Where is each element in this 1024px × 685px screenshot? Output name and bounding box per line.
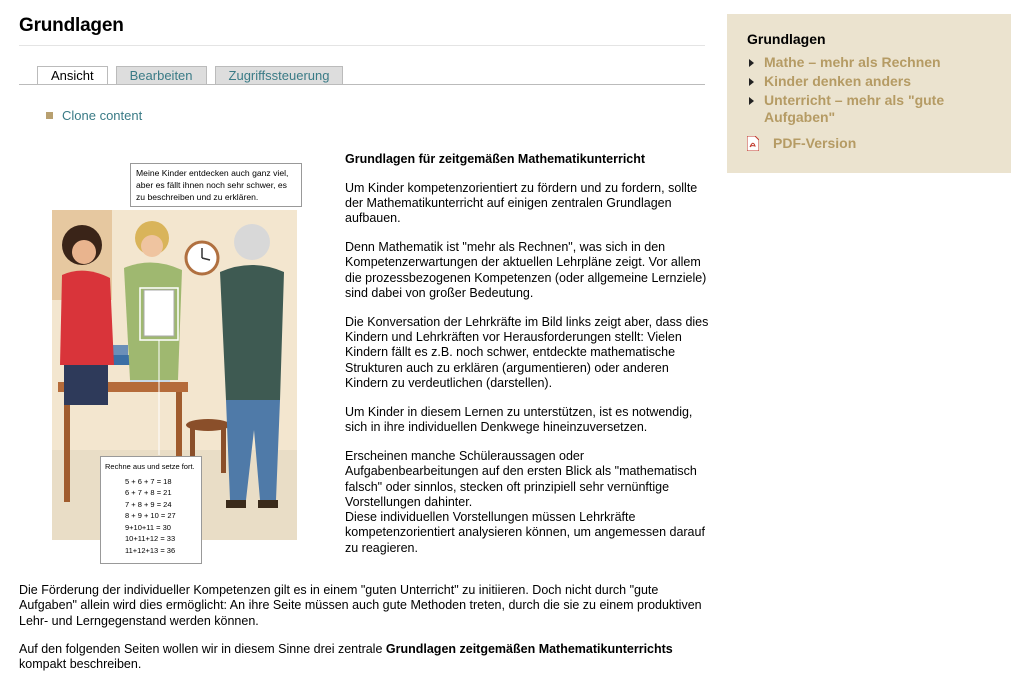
triangle-bullet-icon: [749, 59, 754, 67]
triangle-bullet-icon: [749, 97, 754, 105]
content-paragraph: [345, 449, 710, 556]
clone-content-item: [46, 108, 142, 123]
sidebar-link-unterricht[interactable]: Unterricht – mehr als "gute Aufgaben": [764, 92, 945, 125]
triangle-bullet-icon: [749, 78, 754, 86]
worksheet-line: 6 + 7 + 8 = 21: [125, 488, 172, 497]
worksheet-line: 5 + 6 + 7 = 18: [125, 476, 172, 486]
sidebar-link-mathe[interactable]: Mathe – mehr als Rechnen: [764, 54, 941, 70]
clock-icon: [186, 242, 218, 274]
tab-ansicht[interactable]: Ansicht: [37, 66, 108, 84]
speech-line-3: zu beschreiben und zu erklären.: [136, 192, 259, 202]
content-paragraph-part: Diese individuellen Vorstellungen müssen Lehrkräfte kompetenzorientiert analysieren können, um angemessen darauf zu reagieren.: [345, 510, 705, 555]
worksheet-line: 10+11+12 = 33: [125, 534, 176, 543]
sidebar-link-kinder[interactable]: Kinder denken anders: [764, 73, 912, 89]
content-paragraph: Die Konversation der Lehrkräfte im Bild links zeigt aber, dass dies Kindern und Lehrkräften vor Herausforderungen stellt: Vielen Kindern fällt es z.B. noch schwer, entdeckte mathematische Strukturen auch zu erklären (argumentieren) oder anderen Kindern zu verdeutlichen (darstellen).: [345, 314, 709, 391]
bottom-paragraph: [19, 642, 719, 673]
tab-zugriffssteuerung[interactable]: Zugriffssteuerung: [215, 66, 344, 84]
content-paragraph-part: Erscheinen manche Schüleraussagen oder Aufgabenbearbeitungen auf den ersten Blick als "mathematisch falsch" oder sinnlos, stecken oft prinzipiell sehr vernünftige Vorstellungen dahinter.: [345, 448, 697, 509]
bottom-paragraph-suffix: kompakt beschreiben.: [19, 657, 142, 672]
content-paragraph: Um Kinder in diesem Lernen zu unterstützen, ist es notwendig, sich in ihre individuellen Denkwege hineinzuversetzen.: [345, 404, 693, 435]
main-content: [345, 152, 710, 570]
worksheet: [100, 456, 202, 564]
page-title: Grundlagen: [19, 15, 124, 36]
tabs-divider: [19, 84, 705, 85]
content-heading: Grundlagen für zeitgemäßen Mathematikunterricht: [345, 152, 646, 166]
square-bullet-icon: [46, 112, 53, 119]
worksheet-line: 7 + 8 + 9 = 24: [125, 499, 172, 509]
tab-bar: [37, 66, 351, 84]
bottom-content: [19, 583, 719, 685]
sidebar-item: [747, 92, 1011, 126]
bottom-paragraph-prefix: Auf den folgenden Seiten wollen wir in diesem Sinne drei zentrale: [19, 641, 386, 656]
worksheet-title: Rechne aus und setze fort.: [105, 462, 195, 471]
sidebar-item: [747, 54, 1011, 71]
title-divider: [19, 45, 705, 46]
pdf-icon: [747, 136, 759, 151]
pdf-version-link[interactable]: PDF-Version: [773, 135, 857, 151]
speech-bubble: [130, 163, 302, 207]
content-paragraph: Denn Mathematik ist "mehr als Rechnen", was sich in den Kompetenzerwartungen der aktuellen Lehrpläne zeigt. Vor allem die prozessbezogenen Kompetenzen (oder allgemeine Lernziele) sind dabei von großer Bedeutung.: [345, 240, 707, 301]
worksheet-line: 8 + 9 + 10 = 27: [125, 511, 176, 520]
sidebar: [727, 14, 1011, 173]
sidebar-item: [747, 73, 1011, 90]
pdf-row: [747, 136, 1011, 151]
bottom-paragraph-bold: Grundlagen zeitgemäßen Mathematikunterrichts: [385, 641, 673, 656]
speech-line-1: Meine Kinder entdecken auch ganz viel,: [136, 168, 289, 178]
tab-bearbeiten[interactable]: Bearbeiten: [116, 66, 207, 84]
worksheet-line: 9+10+11 = 30: [125, 522, 171, 532]
worksheet-line: 11+12+13 = 36: [125, 545, 176, 555]
clone-content-link[interactable]: Clone content: [62, 108, 143, 123]
speech-line-2: aber es fällt ihnen noch sehr schwer, es: [136, 180, 287, 190]
bottom-paragraph: Die Förderung der individueller Kompetenzen gilt es in einem "guten Unterricht" zu initiieren. Doch nicht durch "gute Aufgaben" allein wird dies ermöglicht: An ihre Seite müssen auch gute Methoden treten, durch die sie zu einem produktiven Lehr- und Lerngegenstand werden können.: [19, 583, 702, 628]
sidebar-title: Grundlagen: [747, 31, 826, 47]
content-paragraph: Um Kinder kompetenzorientiert zu fördern und zu fordern, sollte der Mathematikunterricht auf einigen zentralen Grundlagen aufbauen.: [345, 180, 698, 226]
